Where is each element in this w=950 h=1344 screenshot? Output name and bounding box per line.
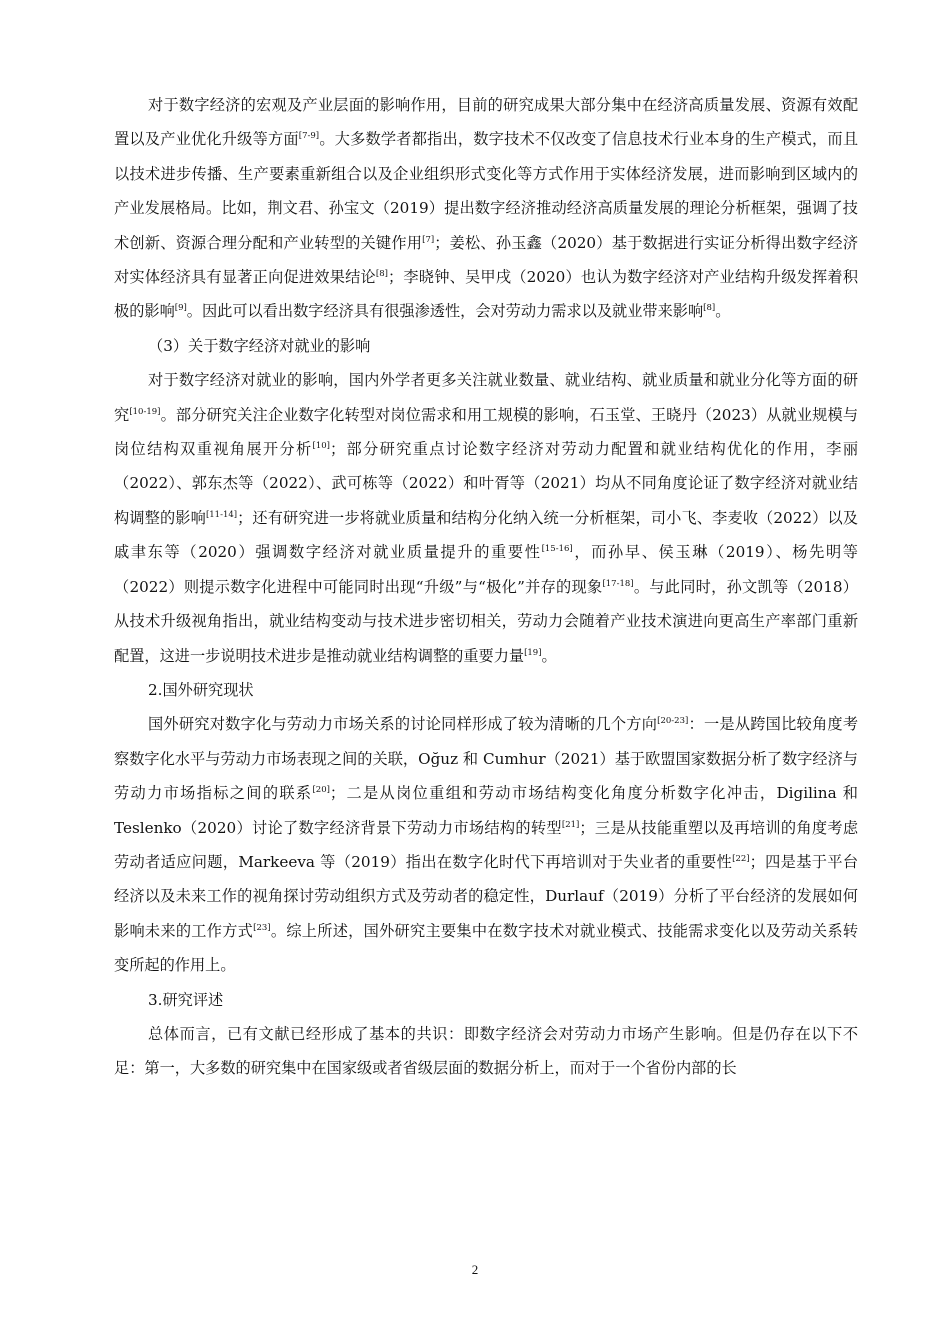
citation-ref: [10]: [312, 441, 330, 451]
citation-ref: [23]: [253, 922, 271, 933]
text-run: ；李晓钟、吴甲戌（2020）也认为数字经济对产业结构升级发挥着积极的影响: [114, 268, 859, 321]
section-heading: [114, 673, 858, 707]
text-run: ；四是基于平台经济以及未来工作的视角探讨劳动组织方式及劳动者的稳定性，Durlauf（2019）分析了平台经济的发展如何影响未来的工作方式: [114, 852, 858, 940]
text-run: 2.国外研究现状: [148, 680, 254, 699]
citation-ref: [7]: [422, 234, 435, 245]
text-run: 。部分研究关注企业数字化转型对岗位需求和用工规模的影响，石玉堂、王晓丹（2023）从就业规模与岗位结构双重视角展开分析: [114, 405, 859, 459]
body-paragraph: [114, 88, 858, 329]
text-run: ，而孙早、侯玉琳（2019）、杨先明等 （2022）则提示数字化进程中可能同时出现“升级”与“极化”并存的现象: [114, 543, 858, 596]
citation-ref: [17-18]: [602, 578, 634, 589]
body-paragraph: [114, 1017, 858, 1086]
citation-ref: [8]: [375, 268, 388, 279]
citation-ref: [21]: [561, 819, 580, 830]
text-run: ；二是从岗位重组和劳动市场结构变化角度分析数字化冲击，Digilina 和 Teslenko（2020）讨论了数字经济背景下劳动力市场结构的转型: [114, 784, 858, 837]
citation-ref: [19]: [524, 647, 542, 658]
citation-ref: [9]: [174, 303, 187, 314]
citation-ref: [10-19]: [129, 406, 161, 417]
citation-ref: [20-23]: [657, 716, 689, 727]
text-run: 总体而言，已有文献已经形成了基本的共识：即数字经济会对劳动力市场产生影响。但是仍存在以下不足：第一，大多数的研究集中在国家级或者省级层面的数据分析上，而对于一个省份内部的长: [114, 1024, 858, 1078]
citation-ref: [8]: [703, 303, 716, 314]
text-run: 对于数字经济的宏观及产业层面的影响作用，目前的研究成果大部分集中在经济高质量发展、资源有效配置以及产业优化升级等方面: [114, 96, 858, 149]
text-run: 。大多数学者都指出，数字技术不仅改变了信息技术行业本身的生产模式，而且以技术进步传播、生产要素重新组合以及企业组织形式变化等方式作用于实体经济发展，进而影响到区域内的产业发展格局。比如，荆文君、孙宝文（2019）提出数字经济推动经济高质量发展的理论分析框架，强调了技术创新、资源合理分配和产业转型的关键作用: [114, 130, 859, 252]
document-body: [114, 88, 858, 1086]
text-run: （3）关于数字经济对就业的影响: [148, 336, 371, 355]
citation-ref: [20]: [312, 785, 330, 796]
text-run: ；三是从技能重塑以及再培训的角度考虑劳动者适应问题，Markeeva 等（2019）指出在数字化时代下再培训对于失业者的重要性: [114, 818, 859, 871]
text-run: ；还有研究进一步将就业质量和结构分化纳入统一分析框架，司小飞、李麦收（2022）以及戚聿东等（2020）强调数字经济对就业质量提升的重要性: [114, 508, 858, 562]
text-run: 对于数字经济对就业的影响，国内外学者更多关注就业数量、就业结构、就业质量和就业分化等方面的研究: [114, 371, 858, 424]
text-run: 。综上所述，国外研究主要集中在数字技术对就业模式、技能需求变化以及劳动关系转变所起的作用上。: [114, 921, 859, 975]
body-paragraph: [114, 707, 858, 982]
text-run: ；姜松、孙玉鑫（2020）基于数据进行实证分析得出数字经济对实体经济具有显著正向促进效果结论: [114, 233, 859, 287]
text-run: ；部分研究重点讨论数字经济对劳动力配置和就业结构优化的作用，李丽（2022）、郭东杰等（2022）、武可栋等（2022）和叶胥等（2021）均从不同角度论证了数字经济对就业结构调整的影响: [114, 440, 859, 527]
text-run: 。: [715, 302, 731, 321]
text-run: 3.研究评述: [148, 990, 224, 1009]
text-run: 国外研究对数字化与劳动力市场关系的讨论同样形成了较为清晰的几个方向: [148, 715, 658, 734]
text-run: 。: [541, 646, 557, 665]
citation-ref: [11-14]: [205, 509, 238, 520]
text-run: 。与此同时，孙文凯等（2018）从技术升级视角指出，就业结构变动与技术进步密切相关，劳动力会随着产业技术演进向更高生产率部门重新配置，这进一步说明技术进步是推动就业结构调整的重要力量: [114, 577, 858, 665]
section-heading: [114, 329, 858, 363]
body-paragraph: [114, 363, 858, 673]
citation-ref: [7-9]: [298, 131, 320, 142]
citation-ref: [22]: [732, 853, 750, 864]
section-heading: [114, 983, 858, 1017]
page-number: 2: [471, 1262, 479, 1277]
text-run: ：一是从跨国比较角度考察数字化水平与劳动力市场表现之间的关联，Oğuz 和 Cumhur（2021）基于欧盟国家数据分析了数字经济与劳动力市场指标之间的联系: [114, 715, 859, 803]
citation-ref: [15-16]: [541, 544, 573, 555]
text-run: 。因此可以看出数字经济具有很强渗透性，会对劳动力需求以及就业带来影响: [186, 302, 704, 321]
